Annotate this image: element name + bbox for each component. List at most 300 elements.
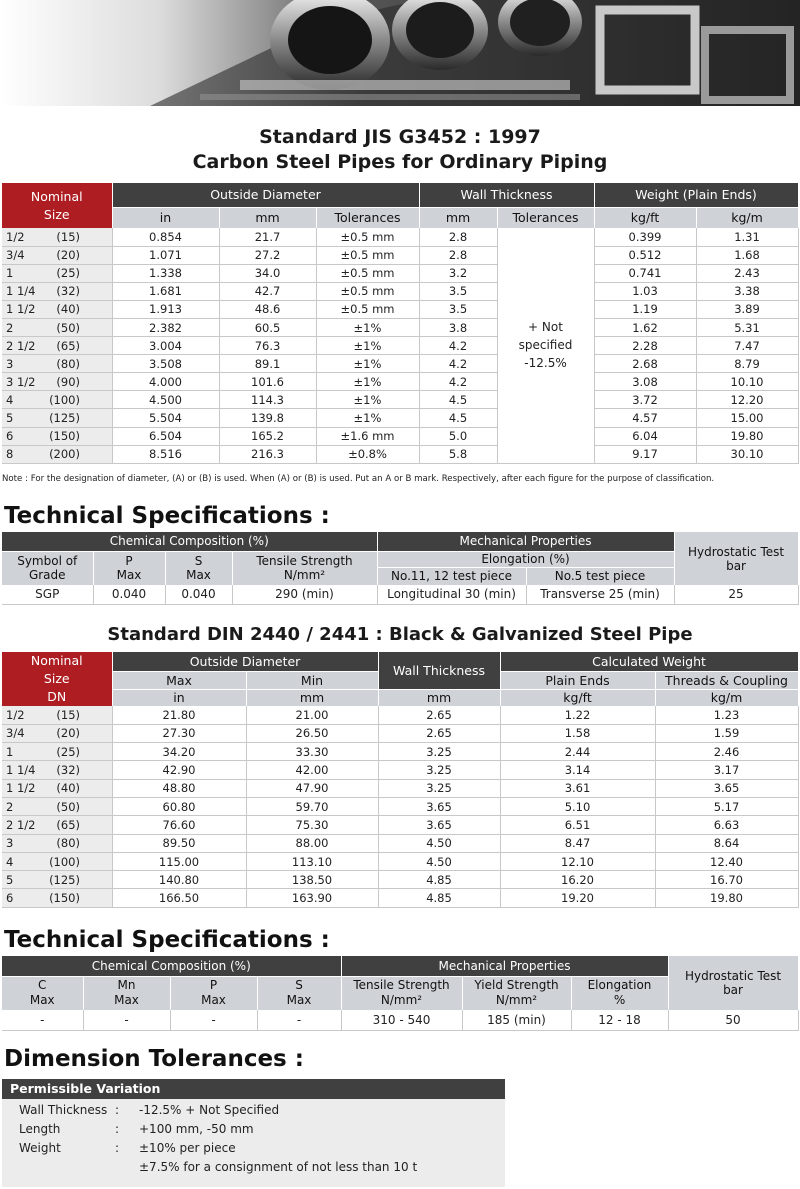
- t1-chem-header: Chemical Composition (%): [2, 532, 377, 551]
- od-tolerance-cell: ±0.8%: [316, 445, 419, 463]
- weight-kgft-cell: 3.72: [594, 391, 696, 409]
- od-min-cell: 59.70: [246, 797, 378, 815]
- tech-specs-table-1: [2, 532, 799, 605]
- table-row: [2, 318, 798, 336]
- wall-mm-cell: 3.5: [419, 282, 497, 300]
- size-inch: 1 1/4: [6, 763, 36, 778]
- threads-coupling-cell: 1.23: [655, 706, 798, 724]
- weight-kgft-cell: 0.741: [594, 264, 696, 282]
- size-inch: 1/2: [6, 229, 25, 244]
- table-row: [2, 797, 798, 815]
- od-tolerance-cell: ±1%: [316, 337, 419, 355]
- table-row: [2, 373, 798, 391]
- size-inch: 3 1/2: [6, 374, 36, 389]
- din-min-header: Min: [246, 671, 378, 689]
- size-mm: (125): [49, 872, 80, 887]
- weight-kgm-cell: 1.31: [696, 228, 798, 246]
- jis-od-header: Outside Diameter: [112, 183, 419, 207]
- wall-cell: 4.85: [378, 871, 500, 889]
- table-row: [2, 300, 798, 318]
- jis-title-line2: Carbon Steel Pipes for Ordinary Piping: [192, 151, 608, 173]
- wall-mm-cell: 4.2: [419, 337, 497, 355]
- size-inch: 1 1/2: [6, 302, 36, 317]
- size-mm: (50): [56, 320, 80, 335]
- od-in-cell: 8.516: [112, 445, 219, 463]
- size-cell: [2, 427, 112, 445]
- t1-mech-header: Mechanical Properties: [377, 532, 674, 551]
- od-max-cell: 48.80: [112, 779, 246, 797]
- size-inch: 3: [6, 836, 14, 851]
- t1-tensile-header: Tensile Strength N/mm²: [232, 551, 377, 585]
- table-row: [2, 834, 798, 852]
- size-cell: [2, 337, 112, 355]
- t1-no5-cell: Transverse 25 (min): [526, 585, 674, 604]
- od-mm-cell: 34.0: [219, 264, 316, 282]
- wall-mm-cell: 4.5: [419, 409, 497, 427]
- threads-coupling-cell: 12.40: [655, 852, 798, 870]
- weight-kgm-cell: 12.20: [696, 391, 798, 409]
- wall-tolerance-cell: [497, 228, 594, 463]
- size-inch: 3/4: [6, 248, 25, 263]
- size-mm: (125): [49, 410, 80, 425]
- din-calc-weight-header: Calculated Weight: [500, 652, 798, 671]
- wall-mm-cell: 5.0: [419, 427, 497, 445]
- od-max-cell: 21.80: [112, 706, 246, 724]
- wall-cell: 3.25: [378, 743, 500, 761]
- od-mm-cell: 42.7: [219, 282, 316, 300]
- od-mm-cell: 101.6: [219, 373, 316, 391]
- od-mm-cell: 139.8: [219, 409, 316, 427]
- table-row: [2, 409, 798, 427]
- wall-mm-cell: 3.5: [419, 300, 497, 318]
- od-min-cell: 26.50: [246, 724, 378, 742]
- size-mm: (50): [56, 799, 80, 814]
- size-cell: [2, 889, 112, 907]
- tolerance-value: -12.5% + Not Specified: [139, 1103, 280, 1117]
- size-inch: 2 1/2: [6, 338, 36, 353]
- size-inch: 5: [6, 410, 14, 425]
- size-inch: 1: [6, 744, 14, 759]
- t1-no11-cell: Longitudinal 30 (min): [377, 585, 526, 604]
- wall-tolerance-line: + Not: [528, 320, 563, 335]
- weight-kgft-cell: 6.04: [594, 427, 696, 445]
- size-mm: (80): [56, 836, 80, 851]
- od-in-cell: 3.004: [112, 337, 219, 355]
- size-inch: 3/4: [6, 726, 25, 741]
- t1-symbol-header: Symbol of Grade: [2, 551, 93, 585]
- tech-specs-heading-2: Technical Specifications :: [4, 927, 330, 953]
- din-wall-header: Wall Thickness: [378, 652, 500, 689]
- t2-s-header: S Max: [257, 976, 341, 1010]
- size-mm: (200): [49, 447, 80, 462]
- threads-coupling-cell: 2.46: [655, 743, 798, 761]
- wall-mm-cell: 5.8: [419, 445, 497, 463]
- tolerance-label: Length: [19, 1122, 61, 1136]
- size-mm: (150): [49, 891, 80, 906]
- plain-ends-cell: 1.58: [500, 724, 655, 742]
- size-cell: [2, 318, 112, 336]
- t1-hydro-header: Hydrostatic Test bar: [674, 532, 798, 585]
- weight-kgm-cell: 7.47: [696, 337, 798, 355]
- t2-p-header: P Max: [170, 976, 257, 1010]
- wall-cell: 4.50: [378, 852, 500, 870]
- t1-s-header: S Max: [165, 551, 232, 585]
- size-cell: [2, 706, 112, 724]
- od-in-cell: 4.000: [112, 373, 219, 391]
- od-tolerance-cell: ±1.6 mm: [316, 427, 419, 445]
- table-row: [2, 852, 798, 870]
- t2-mech-header: Mechanical Properties: [341, 956, 668, 976]
- tolerance-row: [19, 1103, 279, 1117]
- permissible-variation-box: [2, 1079, 505, 1187]
- size-cell: [2, 264, 112, 282]
- weight-kgm-cell: 5.31: [696, 318, 798, 336]
- od-mm-cell: 165.2: [219, 427, 316, 445]
- wall-mm-cell: 2.8: [419, 228, 497, 246]
- size-inch: 6: [6, 429, 14, 444]
- size-inch: 1 1/2: [6, 781, 36, 796]
- weight-kgft-cell: 9.17: [594, 445, 696, 463]
- table-row: [2, 743, 798, 761]
- wall-cell: 2.65: [378, 724, 500, 742]
- size-mm: (65): [56, 817, 80, 832]
- od-in-cell: 3.508: [112, 355, 219, 373]
- size-inch: 4: [6, 392, 14, 407]
- od-mm-cell: 76.3: [219, 337, 316, 355]
- weight-kgm-cell: 19.80: [696, 427, 798, 445]
- od-max-cell: 42.90: [112, 761, 246, 779]
- od-in-cell: 1.913: [112, 300, 219, 318]
- table-row: [2, 355, 798, 373]
- din-title: Standard DIN 2440 / 2441 : Black & Galvanized Steel Pipe: [107, 624, 693, 645]
- table-row: [2, 228, 798, 246]
- wall-cell: 3.25: [378, 779, 500, 797]
- table-row: [2, 246, 798, 264]
- din-mm-header: mm: [246, 689, 378, 706]
- size-mm: (65): [56, 338, 80, 353]
- t2-elongation-header: Elongation %: [571, 976, 668, 1010]
- size-cell: [2, 761, 112, 779]
- od-max-cell: 166.50: [112, 889, 246, 907]
- permissible-variation-body: [2, 1099, 505, 1187]
- od-mm-cell: 114.3: [219, 391, 316, 409]
- weight-kgm-cell: 3.38: [696, 282, 798, 300]
- table-row: [2, 585, 798, 604]
- jis-wall-tol-header: Tolerances: [497, 207, 594, 228]
- tolerance-value: ±7.5% for a consignment of not less than 10 t: [139, 1160, 418, 1174]
- table-row: [2, 337, 798, 355]
- t2-chem-header: Chemical Composition (%): [2, 956, 341, 976]
- size-inch: 3: [6, 356, 14, 371]
- weight-kgft-cell: 1.03: [594, 282, 696, 300]
- din-plain-header: Plain Ends: [500, 671, 655, 689]
- din-threads-header: Threads & Coupling: [655, 671, 798, 689]
- wall-mm-cell: 3.2: [419, 264, 497, 282]
- size-mm: (25): [56, 266, 80, 281]
- od-tolerance-cell: ±0.5 mm: [316, 282, 419, 300]
- plain-ends-cell: 3.14: [500, 761, 655, 779]
- size-cell: [2, 373, 112, 391]
- size-inch: 5: [6, 872, 14, 887]
- od-min-cell: 21.00: [246, 706, 378, 724]
- size-inch: 2: [6, 799, 14, 814]
- size-cell: [2, 724, 112, 742]
- jis-note: Note : For the designation of diameter, (A) or (B) is used. When (A) or (B) is used. Put an A or B mark. Respectively, after each figure for the purpose of classification.: [2, 474, 715, 484]
- plain-ends-cell: 3.61: [500, 779, 655, 797]
- weight-kgm-cell: 8.79: [696, 355, 798, 373]
- din-kgm-header: kg/m: [655, 689, 798, 706]
- t1-grade-cell: SGP: [2, 585, 93, 604]
- od-tolerance-cell: ±0.5 mm: [316, 228, 419, 246]
- jis-title-line1: Standard JIS G3452 : 1997: [259, 126, 541, 148]
- threads-coupling-cell: 3.17: [655, 761, 798, 779]
- weight-kgft-cell: 0.399: [594, 228, 696, 246]
- tolerance-value: ±10% per piece: [139, 1141, 236, 1155]
- threads-coupling-cell: 3.65: [655, 779, 798, 797]
- tolerance-row: [19, 1141, 236, 1155]
- din-wall-mm-header: mm: [378, 689, 500, 706]
- tolerance-row: [19, 1122, 254, 1136]
- size-mm: (32): [56, 763, 80, 778]
- wall-cell: 3.65: [378, 816, 500, 834]
- t1-no5-header: No.5 test piece: [526, 567, 674, 585]
- jis-kgft-header: kg/ft: [594, 207, 696, 228]
- size-inch: 4: [6, 854, 14, 869]
- jis-od-mm-header: mm: [219, 207, 316, 228]
- din-in-header: in: [112, 689, 246, 706]
- weight-kgft-cell: 1.62: [594, 318, 696, 336]
- size-inch: 6: [6, 891, 14, 906]
- size-cell: [2, 445, 112, 463]
- plain-ends-cell: 19.20: [500, 889, 655, 907]
- t2-hydro-cell: 50: [668, 1010, 798, 1030]
- size-mm: (100): [49, 854, 80, 869]
- wall-mm-cell: 3.8: [419, 318, 497, 336]
- tech-specs-table-2: [2, 956, 799, 1031]
- od-max-cell: 140.80: [112, 871, 246, 889]
- od-min-cell: 138.50: [246, 871, 378, 889]
- t1-hydro-cell: 25: [674, 585, 798, 604]
- size-cell: [2, 779, 112, 797]
- weight-kgm-cell: 30.10: [696, 445, 798, 463]
- od-mm-cell: 21.7: [219, 228, 316, 246]
- od-min-cell: 88.00: [246, 834, 378, 852]
- t1-ts-cell: 290 (min): [232, 585, 377, 604]
- wall-mm-cell: 4.5: [419, 391, 497, 409]
- threads-coupling-cell: 1.59: [655, 724, 798, 742]
- plain-ends-cell: 8.47: [500, 834, 655, 852]
- t1-p-header: P Max: [93, 551, 165, 585]
- od-min-cell: 163.90: [246, 889, 378, 907]
- size-cell: [2, 871, 112, 889]
- plain-ends-cell: 6.51: [500, 816, 655, 834]
- t2-ts-cell: 310 - 540: [341, 1010, 462, 1030]
- size-mm: (32): [56, 284, 80, 299]
- threads-coupling-cell: 8.64: [655, 834, 798, 852]
- table-row: [2, 1010, 798, 1030]
- od-mm-cell: 27.2: [219, 246, 316, 264]
- wall-cell: 3.25: [378, 761, 500, 779]
- din-max-header: Max: [112, 671, 246, 689]
- od-mm-cell: 89.1: [219, 355, 316, 373]
- od-in-cell: 0.854: [112, 228, 219, 246]
- t2-c-cell: -: [2, 1010, 83, 1030]
- weight-kgft-cell: 4.57: [594, 409, 696, 427]
- threads-coupling-cell: 5.17: [655, 797, 798, 815]
- wall-cell: 4.50: [378, 834, 500, 852]
- table-row: [2, 779, 798, 797]
- t2-c-header: C Max: [2, 976, 83, 1010]
- din-kgft-header: kg/ft: [500, 689, 655, 706]
- od-max-cell: 34.20: [112, 743, 246, 761]
- weight-kgft-cell: 0.512: [594, 246, 696, 264]
- weight-kgft-cell: 2.68: [594, 355, 696, 373]
- din-table: [2, 652, 799, 908]
- size-cell: [2, 228, 112, 246]
- size-cell: [2, 246, 112, 264]
- t2-mn-cell: -: [83, 1010, 170, 1030]
- wall-cell: 4.85: [378, 889, 500, 907]
- tolerance-label: Wall Thickness: [19, 1103, 108, 1117]
- t1-elongation-header: Elongation (%): [377, 551, 674, 567]
- size-mm: (100): [49, 392, 80, 407]
- table-row: [2, 816, 798, 834]
- t2-hydro-header: Hydrostatic Test bar: [668, 956, 798, 1010]
- weight-kgft-cell: 3.08: [594, 373, 696, 391]
- permissible-variation-title: Permissible Variation: [2, 1079, 505, 1099]
- weight-kgm-cell: 15.00: [696, 409, 798, 427]
- tolerance-colon: :: [115, 1141, 120, 1155]
- wall-mm-cell: 4.2: [419, 373, 497, 391]
- t1-s-cell: 0.040: [165, 585, 232, 604]
- t2-tensile-header: Tensile Strength N/mm²: [341, 976, 462, 1010]
- table-row: [2, 445, 798, 463]
- table-row: [2, 724, 798, 742]
- size-mm: (20): [56, 248, 80, 263]
- table-row: [2, 706, 798, 724]
- weight-kgft-cell: 1.19: [594, 300, 696, 318]
- weight-kgm-cell: 3.89: [696, 300, 798, 318]
- plain-ends-cell: 16.20: [500, 871, 655, 889]
- jis-wall-mm-header: mm: [419, 207, 497, 228]
- wall-mm-cell: 2.8: [419, 246, 497, 264]
- size-mm: (90): [56, 374, 80, 389]
- tolerance-label: Weight: [19, 1141, 61, 1155]
- size-mm: (40): [56, 302, 80, 317]
- od-in-cell: 1.681: [112, 282, 219, 300]
- table-row: [2, 282, 798, 300]
- size-inch: 8: [6, 447, 14, 462]
- od-min-cell: 47.90: [246, 779, 378, 797]
- od-min-cell: 42.00: [246, 761, 378, 779]
- wall-cell: 2.65: [378, 706, 500, 724]
- weight-kgft-cell: 2.28: [594, 337, 696, 355]
- od-tolerance-cell: ±0.5 mm: [316, 264, 419, 282]
- od-max-cell: 76.60: [112, 816, 246, 834]
- od-tolerance-cell: ±1%: [316, 391, 419, 409]
- din-nominal-size-header: Nominal Size DN: [2, 652, 112, 706]
- size-inch: 2: [6, 320, 14, 335]
- table-row: [2, 761, 798, 779]
- threads-coupling-cell: 16.70: [655, 871, 798, 889]
- size-inch: 1/2: [6, 707, 25, 722]
- od-max-cell: 27.30: [112, 724, 246, 742]
- plain-ends-cell: 12.10: [500, 852, 655, 870]
- t2-p-cell: -: [170, 1010, 257, 1030]
- od-in-cell: 5.504: [112, 409, 219, 427]
- size-inch: 1: [6, 266, 14, 281]
- hero-banner-image: [0, 0, 800, 106]
- size-cell: [2, 300, 112, 318]
- t2-el-cell: 12 - 18: [571, 1010, 668, 1030]
- size-cell: [2, 743, 112, 761]
- size-cell: [2, 834, 112, 852]
- wall-tolerance-line: specified: [518, 338, 573, 353]
- size-cell: [2, 409, 112, 427]
- table-row: [2, 427, 798, 445]
- din-od-header: Outside Diameter: [112, 652, 378, 671]
- t1-no11-header: No.11, 12 test piece: [377, 567, 526, 585]
- size-mm: (80): [56, 356, 80, 371]
- od-in-cell: 1.071: [112, 246, 219, 264]
- plain-ends-cell: 1.22: [500, 706, 655, 724]
- table-row: [2, 889, 798, 907]
- wall-cell: 3.65: [378, 797, 500, 815]
- jis-kgm-header: kg/m: [696, 207, 798, 228]
- size-cell: [2, 797, 112, 815]
- size-mm: (25): [56, 744, 80, 759]
- od-in-cell: 2.382: [112, 318, 219, 336]
- od-max-cell: 89.50: [112, 834, 246, 852]
- jis-wall-header: Wall Thickness: [419, 183, 594, 207]
- tolerance-colon: :: [115, 1122, 120, 1136]
- od-tolerance-cell: ±1%: [316, 409, 419, 427]
- tech-specs-heading-1: Technical Specifications :: [4, 503, 330, 529]
- jis-weight-header: Weight (Plain Ends): [594, 183, 798, 207]
- t2-ys-cell: 185 (min): [462, 1010, 571, 1030]
- weight-kgm-cell: 10.10: [696, 373, 798, 391]
- weight-kgm-cell: 1.68: [696, 246, 798, 264]
- od-max-cell: 115.00: [112, 852, 246, 870]
- size-mm: (15): [56, 707, 80, 722]
- table-row: [2, 391, 798, 409]
- od-tolerance-cell: ±1%: [316, 355, 419, 373]
- od-in-cell: 1.338: [112, 264, 219, 282]
- table-row: [2, 871, 798, 889]
- size-mm: (40): [56, 781, 80, 796]
- od-max-cell: 60.80: [112, 797, 246, 815]
- weight-kgm-cell: 2.43: [696, 264, 798, 282]
- size-mm: (15): [56, 229, 80, 244]
- od-mm-cell: 48.6: [219, 300, 316, 318]
- od-in-cell: 4.500: [112, 391, 219, 409]
- od-mm-cell: 60.5: [219, 318, 316, 336]
- size-inch: 1 1/4: [6, 284, 36, 299]
- t2-mn-header: Mn Max: [83, 976, 170, 1010]
- threads-coupling-cell: 19.80: [655, 889, 798, 907]
- dimension-tolerances-heading: Dimension Tolerances :: [4, 1046, 304, 1072]
- od-tolerance-cell: ±1%: [316, 318, 419, 336]
- t2-yield-header: Yield Strength N/mm²: [462, 976, 571, 1010]
- od-mm-cell: 216.3: [219, 445, 316, 463]
- jis-od-in-header: in: [112, 207, 219, 228]
- t1-p-cell: 0.040: [93, 585, 165, 604]
- wall-tolerance-line: -12.5%: [524, 356, 567, 371]
- tolerance-value: +100 mm, -50 mm: [139, 1122, 254, 1136]
- wall-mm-cell: 4.2: [419, 355, 497, 373]
- tolerance-row: [19, 1160, 417, 1174]
- od-min-cell: 113.10: [246, 852, 378, 870]
